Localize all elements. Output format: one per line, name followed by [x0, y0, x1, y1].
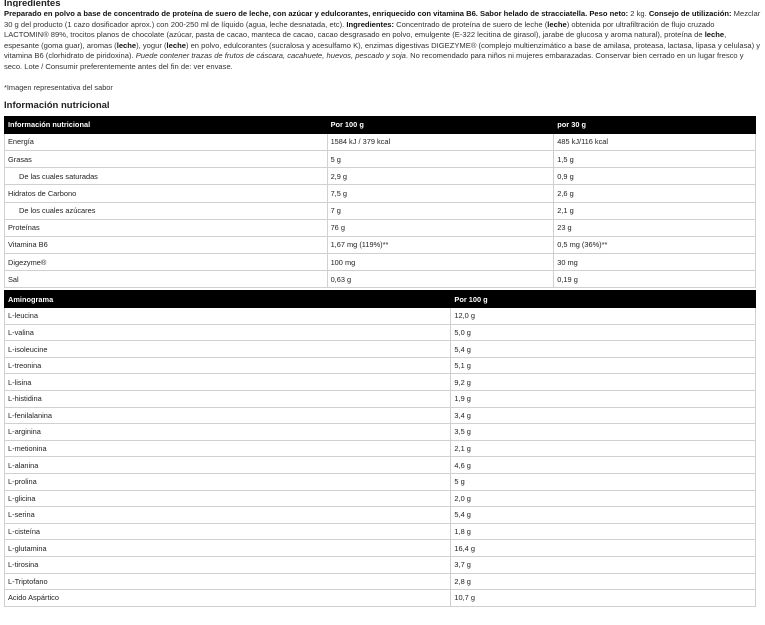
- amino-acid-name: L-cisteína: [5, 523, 451, 540]
- nutrition-col-per100: Por 100 g: [327, 116, 554, 133]
- nutrition-row: [5, 236, 756, 253]
- amino-acid-value: 1,8 g: [451, 523, 756, 540]
- value-per-100g: 7,5 g: [327, 185, 554, 202]
- aminogram-row: [5, 457, 756, 474]
- amino-acid-name: L-valina: [5, 324, 451, 341]
- amino-acid-value: 4,6 g: [451, 457, 756, 474]
- amino-acid-value: 2,0 g: [451, 490, 756, 507]
- amino-acid-name: L-glutamina: [5, 540, 451, 557]
- amino-acid-value: 10,7 g: [451, 590, 756, 607]
- value-per-30g: 485 kJ/116 kcal: [554, 133, 756, 150]
- nutrition-row: [5, 150, 756, 167]
- amino-acid-name: L-Triptofano: [5, 573, 451, 590]
- aminogram-row: [5, 473, 756, 490]
- aminogram-row: [5, 523, 756, 540]
- ingredients-segment: Mezclar 30 g del producto (1 cazo dosificador aprox.) con 200-250 ml de líquido (agua, leche desnatada, etc).: [4, 9, 761, 29]
- value-per-30g: 23 g: [554, 219, 756, 236]
- aminogram-row: [5, 590, 756, 607]
- amino-acid-name: L-histidina: [5, 391, 451, 408]
- aminogram-row: [5, 424, 756, 441]
- aminogram-row: [5, 490, 756, 507]
- ingredients-segment: ), yogur (: [136, 40, 167, 50]
- amino-acid-value: 12,0 g: [451, 308, 756, 325]
- value-per-30g: 0,9 g: [554, 168, 756, 185]
- nutrient-name: Grasas: [5, 150, 328, 167]
- value-per-100g: 5 g: [327, 150, 554, 167]
- amino-acid-value: 16,4 g: [451, 540, 756, 557]
- ingredients-segment: leche: [547, 19, 567, 29]
- ingredients-segment: leche: [116, 40, 137, 50]
- amino-acid-value: 3,7 g: [451, 556, 756, 573]
- amino-acid-name: L-glicina: [5, 490, 451, 507]
- nutrition-row: [5, 185, 756, 202]
- amino-acid-name: Acido Aspártico: [5, 590, 451, 607]
- amino-acid-value: 1,9 g: [451, 391, 756, 408]
- value-per-100g: 1,67 mg (119%)**: [327, 236, 554, 253]
- aminogram-row: [5, 374, 756, 391]
- value-per-100g: 7 g: [327, 202, 554, 219]
- amino-acid-name: L-fenilalanina: [5, 407, 451, 424]
- aminogram-row: [5, 573, 756, 590]
- nutrient-name: Digezyme®: [5, 254, 328, 271]
- amino-acid-name: L-lisina: [5, 374, 451, 391]
- nutrition-header-row: [5, 116, 756, 133]
- ingredients-segment: 2 kg.: [628, 9, 649, 18]
- amino-acid-value: 3,5 g: [451, 424, 756, 441]
- ingredients-segment: , espesante (goma guar), aromas (: [4, 30, 727, 50]
- nutrient-name: De los cuales azúcares: [5, 202, 328, 219]
- ingredients-segment: Ingredientes:: [346, 19, 395, 29]
- nutrition-row: [5, 219, 756, 236]
- value-per-30g: 0,5 mg (36%)**: [554, 236, 756, 253]
- value-per-100g: 2,9 g: [327, 168, 554, 185]
- ingredients-segment: leche: [704, 30, 725, 40]
- amino-acid-value: 5,4 g: [451, 341, 756, 358]
- aminogram-col-name: Aminograma: [5, 291, 451, 308]
- aminogram-row: [5, 507, 756, 524]
- ingredients-segment: Puede contener trazas de frutos de cáscara, cacahuete, huevos, pescado y soja: [135, 51, 406, 61]
- ingredients-segment: ) obtenida por ultrafiltración de flujo cruzado LACTOMIN® 89%, trocitos planos de chocolate (azúcar, pasta de cacao, manteca de cacao, cacao desgrasado en polvo, emulgente (E-322 lecitina de girasol), jarabe de glucosa y aroma natural), proteína de: [4, 19, 715, 40]
- nutrition-row: [5, 202, 756, 219]
- value-per-100g: 1584 kJ / 379 kcal: [327, 133, 554, 150]
- aminogram-row: [5, 440, 756, 457]
- amino-acid-value: 3,4 g: [451, 407, 756, 424]
- aminogram-table: [4, 290, 756, 606]
- aminogram-row: [5, 308, 756, 325]
- nutrition-col-name: Información nutricional: [5, 116, 328, 133]
- ingredients-heading: Ingredientes: [4, 0, 61, 7]
- amino-acid-value: 2,8 g: [451, 573, 756, 590]
- nutrient-name: Hidratos de Carbono: [5, 185, 328, 202]
- value-per-30g: 1,5 g: [554, 150, 756, 167]
- aminogram-row: [5, 556, 756, 573]
- nutrition-row: [5, 254, 756, 271]
- nutrition-row: [5, 271, 756, 288]
- nutrition-row: [5, 133, 756, 150]
- aminogram-row: [5, 407, 756, 424]
- value-per-100g: 0,63 g: [327, 271, 554, 288]
- value-per-100g: 76 g: [327, 219, 554, 236]
- nutrient-name: Vitamina B6: [5, 236, 328, 253]
- image-note: *Imagen representativa del sabor: [4, 82, 113, 92]
- ingredients-text: [4, 9, 761, 73]
- amino-acid-name: L-prolina: [5, 473, 451, 490]
- amino-acid-name: L-arginina: [5, 424, 451, 441]
- aminogram-row: [5, 540, 756, 557]
- amino-acid-name: L-serina: [5, 507, 451, 524]
- value-per-30g: 30 mg: [554, 254, 756, 271]
- ingredients-segment: leche: [166, 40, 186, 50]
- amino-acid-name: L-leucina: [5, 308, 451, 325]
- aminogram-row: [5, 357, 756, 374]
- nutrient-name: Proteínas: [5, 219, 328, 236]
- amino-acid-value: 5,1 g: [451, 357, 756, 374]
- amino-acid-name: L-treonina: [5, 357, 451, 374]
- aminogram-header-row: [5, 291, 756, 308]
- nutrient-name: Sal: [5, 271, 328, 288]
- nutrition-table: [4, 116, 756, 289]
- nutrient-name: De las cuales saturadas: [5, 168, 328, 185]
- ingredients-segment: ) en polvo, edulcorantes (sucralosa y acesulfamo K), enzimas digestivas DIGEZYME® (complejo multienzimático a base de amilasa, proteasa, lactasa, lipasa y celulasa) y vitamina B6 (clorhidrato de piridoxina).: [4, 40, 761, 61]
- nutrition-row: [5, 168, 756, 185]
- value-per-30g: 0,19 g: [554, 271, 756, 288]
- ingredients-segment: . No recomendado para niños ni mujeres embarazadas. Conservar bien cerrado en un lugar fresco y seco. Lote / Consumir preferentemente antes del fin de: ver envase.: [4, 51, 744, 71]
- amino-acid-name: L-metionina: [5, 440, 451, 457]
- aminogram-row: [5, 391, 756, 408]
- nutrition-table-body: [5, 133, 756, 288]
- amino-acid-value: 5 g: [451, 473, 756, 490]
- value-per-30g: 2,1 g: [554, 202, 756, 219]
- amino-acid-value: 9,2 g: [451, 374, 756, 391]
- aminogram-row: [5, 341, 756, 358]
- nutrient-name: Energía: [5, 133, 328, 150]
- nutrition-heading: Información nutricional: [4, 99, 110, 111]
- aminogram-row: [5, 324, 756, 341]
- value-per-30g: 2,6 g: [554, 185, 756, 202]
- amino-acid-name: L-tirosina: [5, 556, 451, 573]
- aminogram-table-body: [5, 308, 756, 607]
- amino-acid-name: L-alanina: [5, 457, 451, 474]
- amino-acid-value: 5,4 g: [451, 507, 756, 524]
- ingredients-segment: Preparado en polvo a base de concentrado de proteína de suero de leche, con azúcar y edulcorantes, enriquecido con vitamina B6. Sabor helado de stracciatella. Peso neto:: [4, 9, 629, 18]
- amino-acid-name: L-isoleucine: [5, 341, 451, 358]
- ingredients-segment: Concentrado de proteína de suero de leche (: [394, 19, 548, 29]
- amino-acid-value: 5,0 g: [451, 324, 756, 341]
- ingredients-segment: Consejo de utilización:: [648, 9, 732, 18]
- nutrition-col-per30: por 30 g: [554, 116, 756, 133]
- aminogram-col-per100: Por 100 g: [451, 291, 756, 308]
- value-per-100g: 100 mg: [327, 254, 554, 271]
- amino-acid-value: 2,1 g: [451, 440, 756, 457]
